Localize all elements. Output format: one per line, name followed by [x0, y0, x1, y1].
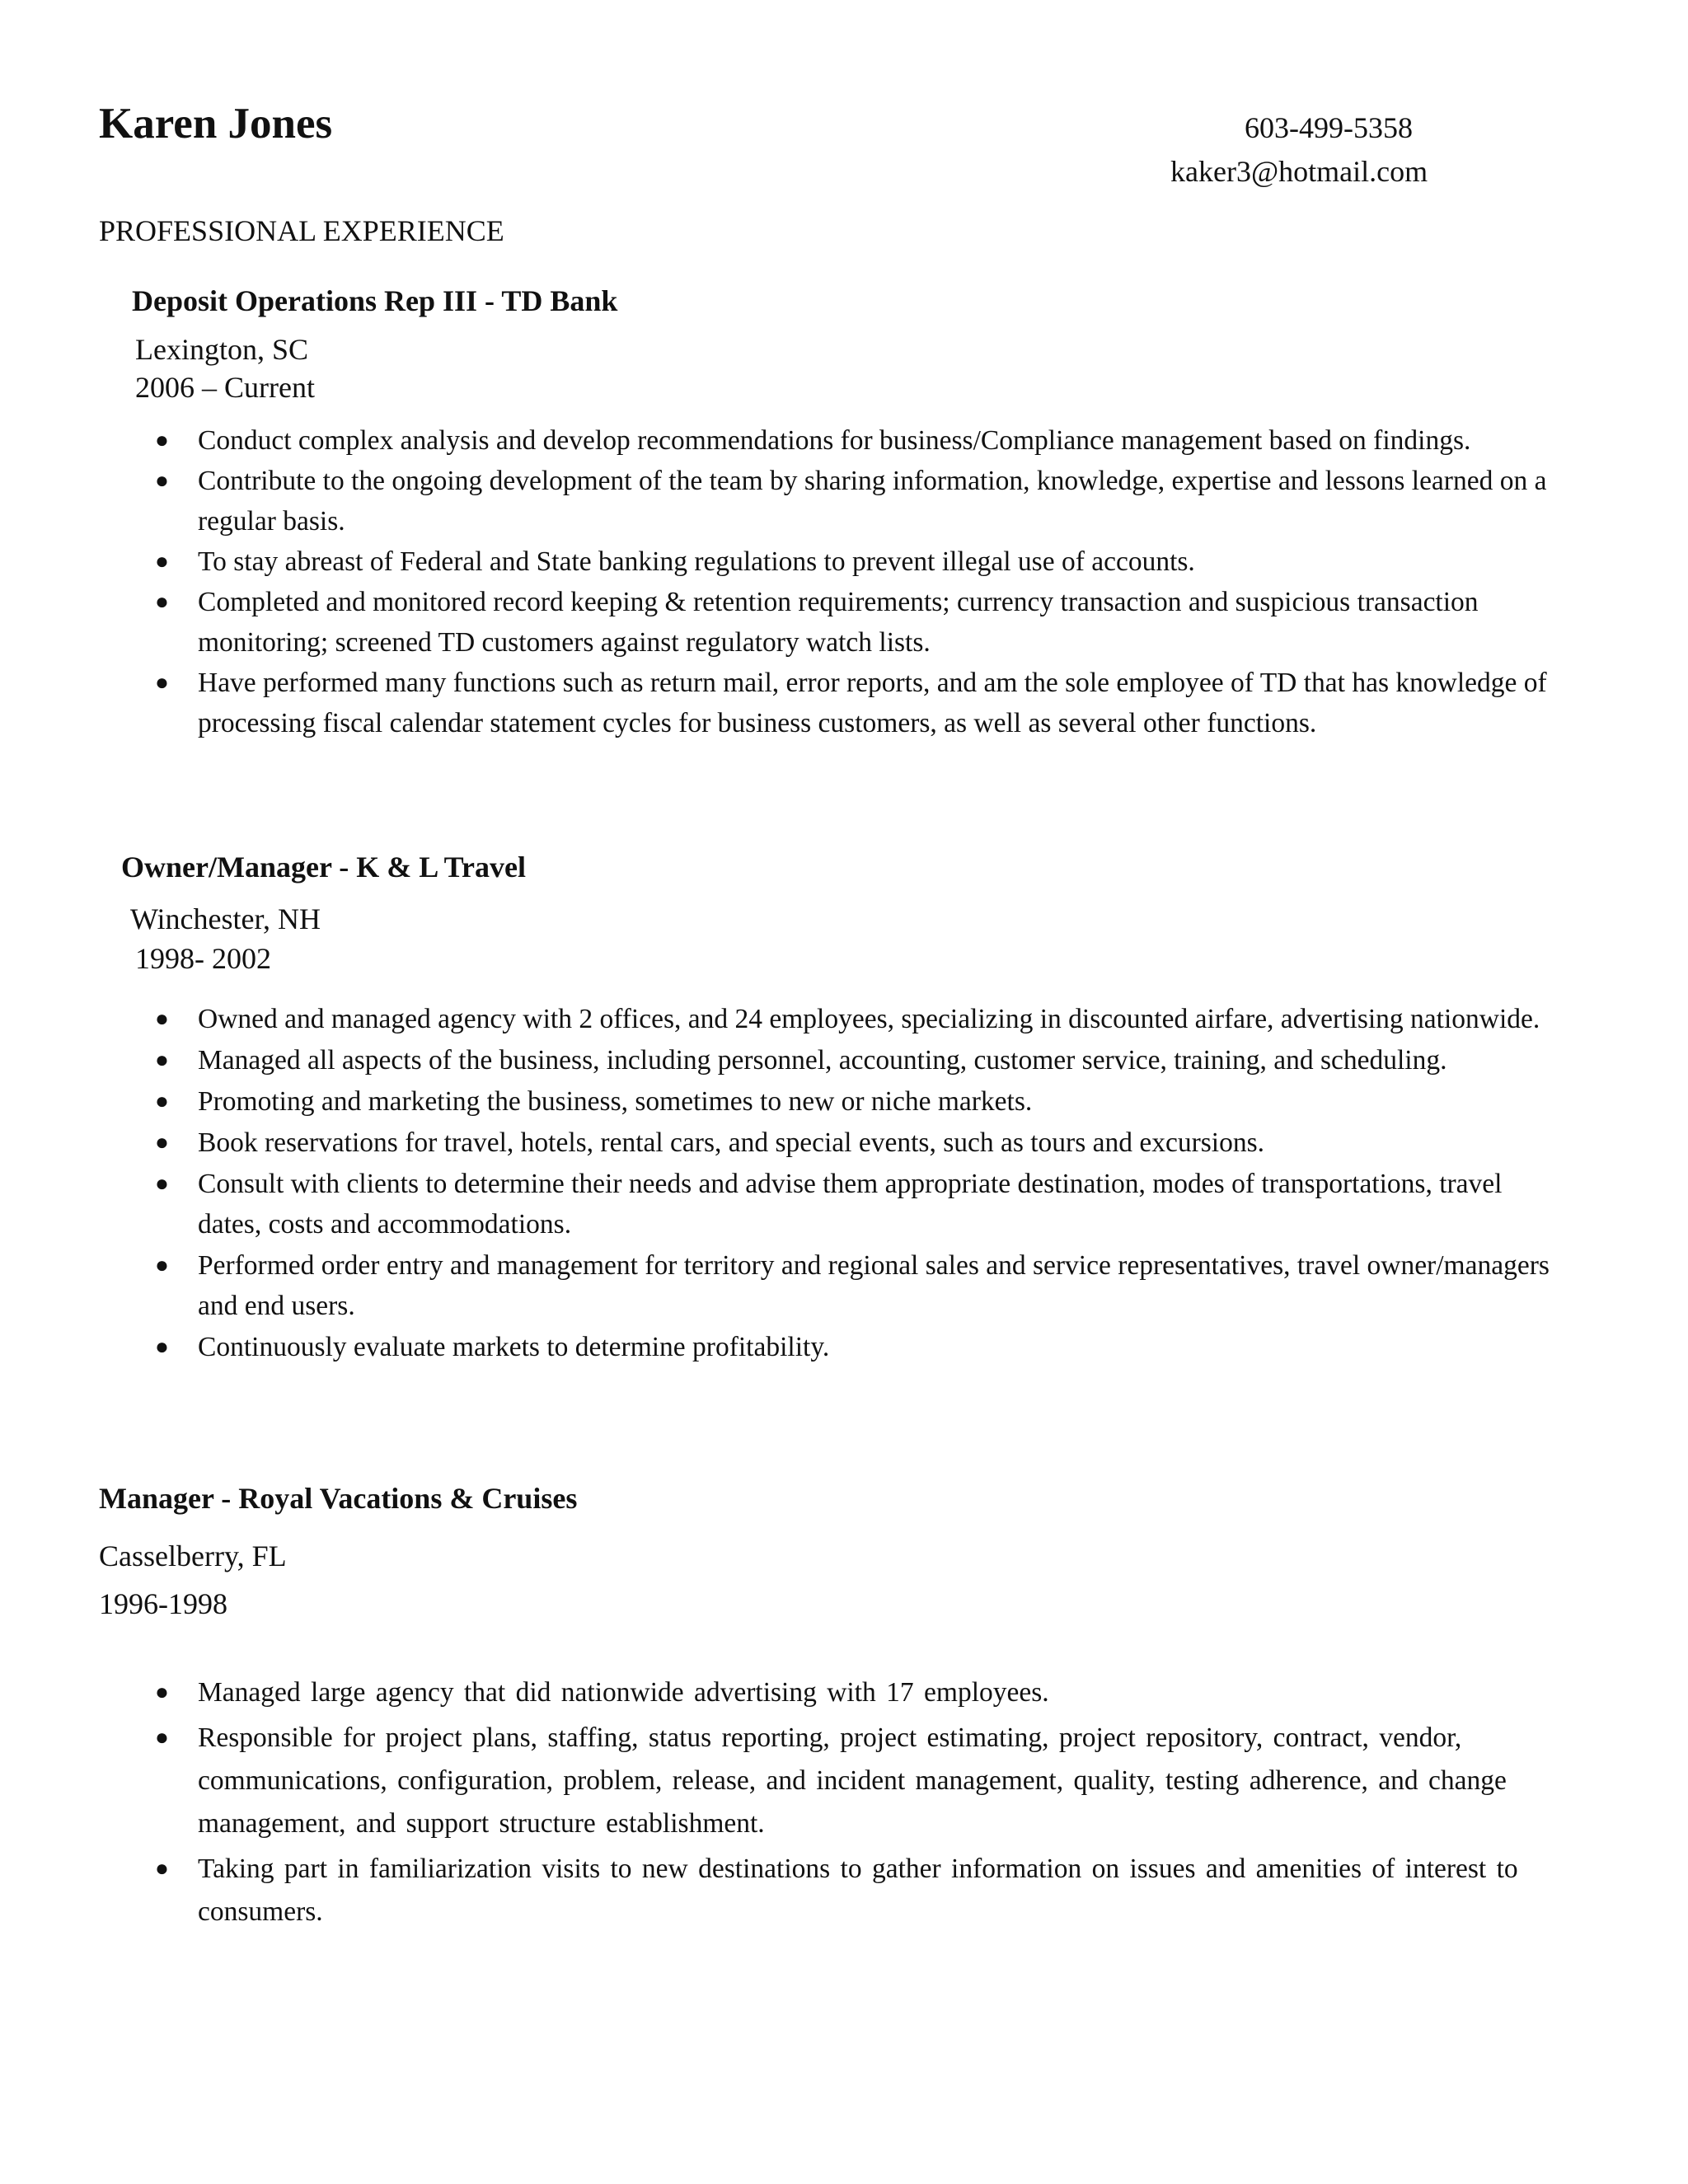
bullet-item: [155, 1327, 1566, 1367]
job-bullet-list: [155, 999, 1566, 1368]
bullet-icon: ●: [155, 428, 169, 453]
bullet-icon: ●: [155, 1856, 169, 1882]
bullet-item: [155, 420, 1566, 461]
bullet-text: Performed order entry and management for territory and regional sales and service representatives, travel owner/managers and end users.: [198, 1250, 1550, 1321]
bullet-text: Contribute to the ongoing development of the team by sharing information, knowledge, expertise and lessons learned on a regular basis.: [198, 466, 1547, 537]
job-bullet-list: [155, 420, 1566, 743]
bullet-icon: ●: [155, 670, 169, 696]
bullet-text: Book reservations for travel, hotels, rental cars, and special events, such as tours and excursions.: [198, 1127, 1265, 1158]
bullet-icon: ●: [155, 468, 169, 494]
bullet-text: Have performed many functions such as return mail, error reports, and am the sole employee of TD that has knowledge of processing fiscal calendar statement cycles for business customers, as well as several other functions.: [198, 668, 1547, 738]
job-location: Winchester, NH: [130, 902, 321, 935]
phone-number: 603-499-5358: [1245, 111, 1413, 144]
bullet-text: Promoting and marketing the business, sometimes to new or niche markets.: [198, 1086, 1033, 1117]
bullet-item: [155, 1081, 1566, 1122]
bullet-text: Owned and managed agency with 2 offices, and 24 employees, specializing in discounted airfare, advertising nationwide.: [198, 1004, 1540, 1034]
bullet-item: [155, 663, 1566, 743]
job-bullet-list: [155, 1671, 1566, 1936]
bullet-text: Taking part in familiarization visits to new destinations to gather information on issues and amenities of interest to consumers.: [198, 1854, 1518, 1927]
bullet-icon: ●: [155, 1089, 169, 1114]
bullet-icon: ●: [155, 1047, 169, 1073]
bullet-text: Managed all aspects of the business, including personnel, accounting, customer service, training, and scheduling.: [198, 1045, 1447, 1076]
bullet-icon: ●: [155, 1253, 169, 1278]
bullet-item: [155, 1122, 1566, 1163]
bullet-icon: ●: [155, 1725, 169, 1750]
job-dates: 1998- 2002: [135, 942, 271, 975]
bullet-text: Completed and monitored record keeping & retention requirements; currency transaction and suspicious transaction monitoring; screened TD customers against regulatory watch lists.: [198, 587, 1479, 658]
job-location: Lexington, SC: [135, 333, 309, 366]
bullet-icon: ●: [155, 1130, 169, 1155]
bullet-icon: ●: [155, 1680, 169, 1705]
bullet-item: [155, 1245, 1566, 1326]
email-address: kaker3@hotmail.com: [1170, 155, 1428, 188]
section-heading-professional-experience: PROFESSIONAL EXPERIENCE: [99, 214, 504, 247]
bullet-icon: ●: [155, 549, 169, 574]
bullet-item: [155, 541, 1566, 582]
bullet-item: [155, 999, 1566, 1039]
bullet-icon: ●: [155, 1006, 169, 1032]
bullet-text: Responsible for project plans, staffing, status reporting, project estimating, project repository, contract, vendor, communications, configuration, problem, release, and incident management, quality, testing adherence, and change management, and support structure establishment.: [198, 1722, 1507, 1839]
bullet-text: To stay abreast of Federal and State banking regulations to prevent illegal use of accounts.: [198, 546, 1195, 577]
job-title: Manager - Royal Vacations & Cruises: [99, 1482, 578, 1515]
job-dates: 1996-1998: [99, 1587, 227, 1620]
bullet-text: Consult with clients to determine their needs and advise them appropriate destination, modes of transportations, travel dates, costs and accommodations.: [198, 1169, 1503, 1240]
candidate-name: Karen Jones: [99, 100, 333, 148]
bullet-item: [155, 1717, 1566, 1845]
bullet-item: [155, 1164, 1566, 1244]
bullet-item: [155, 461, 1566, 541]
bullet-text: Conduct complex analysis and develop recommendations for business/Compliance management based on findings.: [198, 425, 1471, 456]
job-location: Casselberry, FL: [99, 1540, 287, 1572]
bullet-text: Managed large agency that did nationwide advertising with 17 employees.: [198, 1677, 1049, 1708]
bullet-text: Continuously evaluate markets to determine profitability.: [198, 1332, 830, 1362]
bullet-icon: ●: [155, 1171, 169, 1197]
job-dates: 2006 – Current: [135, 371, 315, 404]
bullet-item: [155, 1040, 1566, 1080]
bullet-item: [155, 1848, 1566, 1933]
bullet-icon: ●: [155, 1334, 169, 1360]
job-title: Owner/Manager - K & L Travel: [121, 851, 526, 883]
bullet-item: [155, 582, 1566, 663]
bullet-item: [155, 1671, 1566, 1714]
bullet-icon: ●: [155, 589, 169, 615]
job-title: Deposit Operations Rep III - TD Bank: [132, 284, 618, 317]
